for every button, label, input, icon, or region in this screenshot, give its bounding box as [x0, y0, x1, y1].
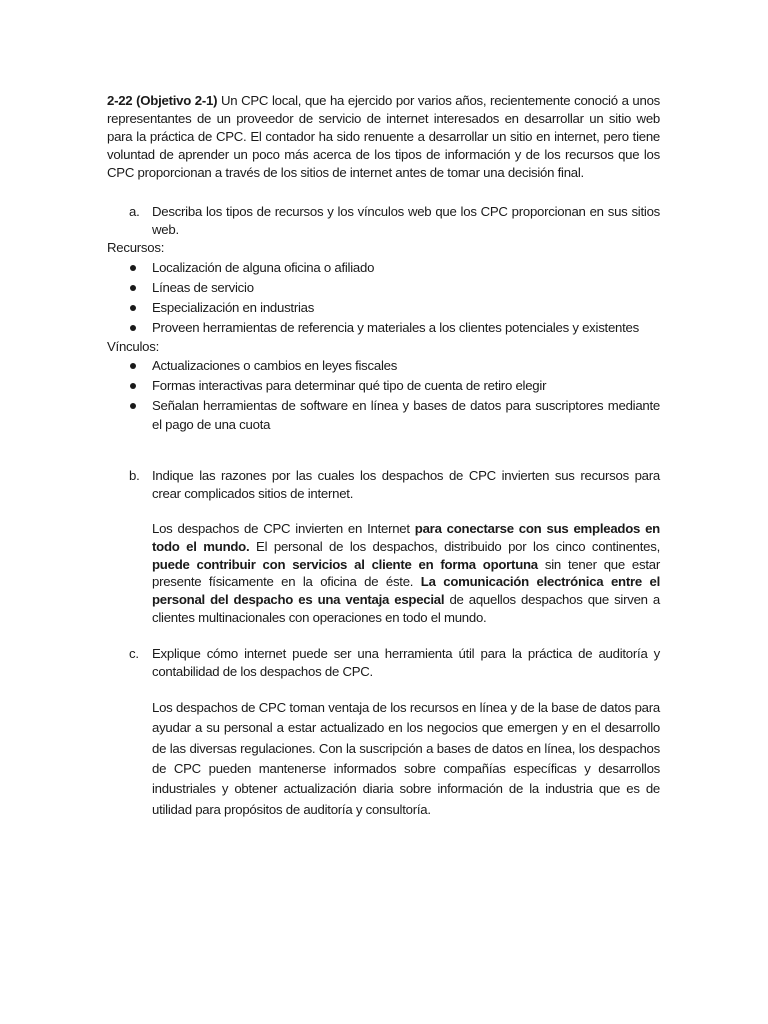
vinculos-list — [107, 356, 660, 434]
bullet-icon — [130, 305, 136, 311]
document-page — [107, 92, 660, 820]
question-c — [107, 645, 660, 681]
question-a-text: Describa los tipos de recursos y los vínculos web que los CPC proporcionan en sus sitios web. — [152, 204, 660, 237]
bullet-icon — [130, 363, 136, 369]
list-item: Proveen herramientas de referencia y materiales a los clientes potenciales y existentes — [107, 318, 660, 338]
list-item: Especialización en industrias — [107, 298, 660, 318]
question-a — [107, 203, 660, 239]
list-item: Señalan herramientas de software en línea y bases de datos para suscriptores mediante el pago de una cuota — [107, 396, 660, 434]
list-item: Localización de alguna oficina o afiliado — [107, 258, 660, 278]
intro-text: Un CPC local, que ha ejercido por varios años, recientemente conoció a unos representantes de un proveedor de servicio de internet interesados en desarrollar un sitio web para la práctica de CPC. El contador ha sido renuente a desarrollar un sitio en internet, pero tiene voluntad de aprender un poco más acerca de los tipos de información y de los recursos que los CPC proporcionan a través de los sitios de internet antes de tomar una decisión final. — [107, 93, 660, 180]
question-c-letter: c. — [129, 645, 139, 661]
bullet-icon — [130, 285, 136, 291]
question-b-letter: b. — [129, 468, 140, 483]
intro-paragraph — [107, 92, 660, 182]
list-item: Actualizaciones o cambios en leyes fiscales — [107, 356, 660, 376]
question-c-text: Explique cómo internet puede ser una herramienta útil para la práctica de auditoría y contabilidad de los despachos de CPC. — [152, 645, 660, 679]
bullet-icon — [130, 383, 136, 389]
list-item: Líneas de servicio — [107, 278, 660, 298]
list-item: Formas interactivas para determinar qué tipo de cuenta de retiro elegir — [107, 376, 660, 396]
bullet-icon — [130, 265, 136, 271]
answer-b: Los despachos de CPC invierten en Internet para conectarse con sus empleados en todo el mundo. El personal de los despachos, distribuido por los cinco continentes, puede contribuir con servicios al cliente en forma oportuna sin tener que estar presente físicamente en la oficina de éste. La comunicación electrónica entre el personal del despacho es una ventaja especial de aquellos despachos que sirven a clientes multinacionales con operaciones en todo el mundo. — [152, 521, 661, 625]
question-a-letter: a. — [129, 204, 140, 219]
exercise-label: 2-22 (Objetivo 2-1) — [107, 93, 218, 108]
recursos-list — [107, 258, 660, 338]
question-b — [107, 467, 660, 503]
question-b-text: Indique las razones por las cuales los despachos de CPC invierten sus recursos para crear complicados sitios de internet. — [152, 468, 660, 501]
bullet-icon — [130, 325, 136, 331]
answer-c: Los despachos de CPC toman ventaja de los recursos en línea y de la base de datos para ayudar a su personal a estar actualizado en los negocios que emergen y en el desarrollo de las diversas regulaciones. Con la suscripción a bases de datos en línea, los despachos de CPC pueden mantenerse informados sobre compañías específicas y desarrollos industriales y obtener actualización diaria sobre información de la industria que es de utilidad para propósitos de auditoría y consultoría. — [152, 699, 660, 817]
bullet-icon — [130, 403, 136, 409]
recursos-label: Recursos: — [107, 240, 165, 255]
vinculos-label: Vínculos: — [107, 338, 159, 354]
